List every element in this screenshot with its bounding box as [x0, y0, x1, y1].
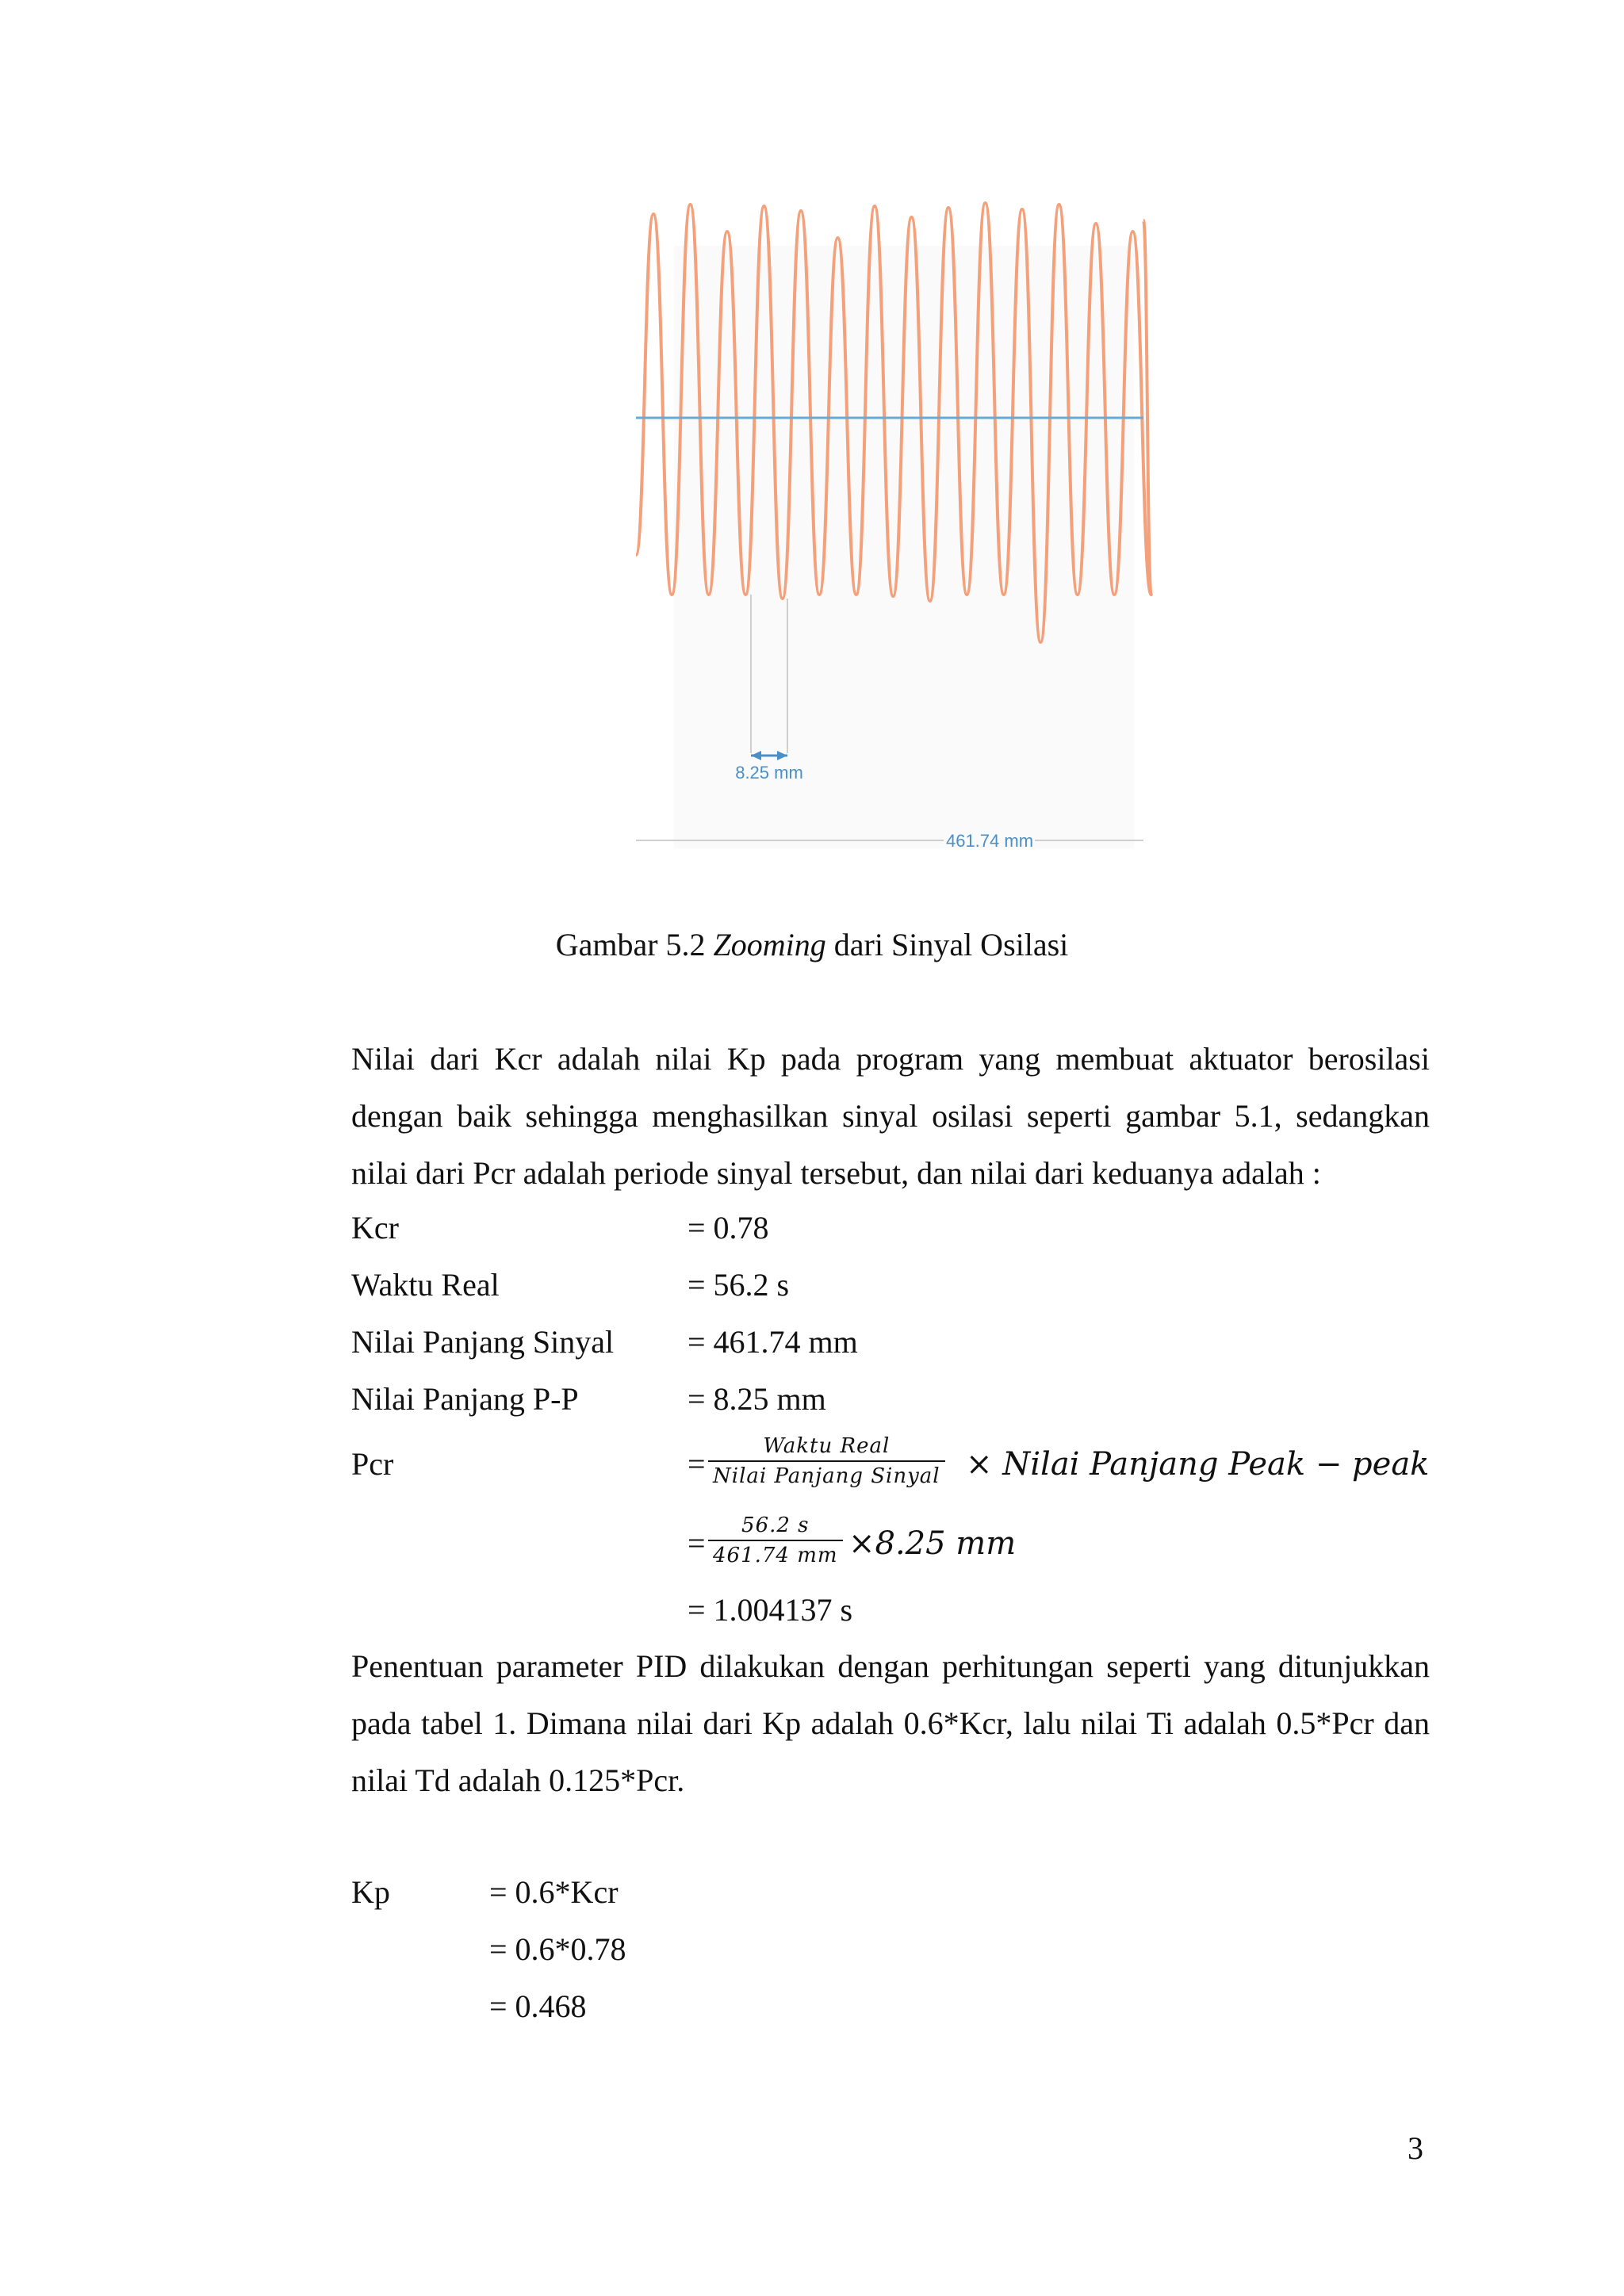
figure-caption	[0, 926, 1624, 963]
value-label-panjang-sinyal: Nilai Panjang Sinyal	[351, 1324, 615, 1360]
value-label-panjang-pp: Nilai Panjang P-P	[351, 1381, 579, 1417]
pcr-fraction-2	[708, 1511, 843, 1570]
oscillation-plot	[626, 182, 1166, 864]
pcr-fraction-2-tail: ×8.25 mm	[848, 1525, 1017, 1562]
kp-line-2: = 0.6*0.78	[489, 1931, 626, 1967]
pcr-fraction-1-tail: × Nilai Panjang Peak − peak	[966, 1446, 1430, 1483]
pcr-label: Pcr	[351, 1446, 394, 1482]
dimension-label-small: 8.25 mm	[735, 763, 803, 783]
value-panjang-pp: = 8.25 mm	[688, 1381, 826, 1417]
kp-line-3: = 0.468	[489, 1988, 587, 2024]
value-waktu-real: = 56.2 s	[688, 1267, 790, 1303]
pcr-fraction-2-denominator: 461.74 mm	[713, 1544, 838, 1567]
caption-suffix: dari Sinyal Osilasi	[825, 927, 1069, 962]
pcr-fraction-1-denominator: Nilai Panjang Sinyal	[713, 1464, 940, 1488]
value-panjang-sinyal: = 461.74 mm	[688, 1324, 858, 1360]
value-label-kcr: Kcr	[351, 1210, 399, 1246]
dimension-label-total: 461.74 mm	[945, 831, 1034, 851]
caption-italic: Zooming	[713, 927, 826, 962]
value-kcr: = 0.78	[688, 1210, 769, 1246]
pcr-eq-sign-2: =	[688, 1525, 706, 1561]
paragraph-kcr-pcr: Nilai dari Kcr adalah nilai Kp pada program yang membuat aktuator berosilasi dengan baik sehingga menghasilkan sinyal osilasi seperti gambar 5.1, sedangkan nilai dari Pcr adalah periode sinyal tersebut, dan nilai dari keduanya adalah :	[351, 1041, 1430, 1191]
pcr-fraction-1	[708, 1432, 945, 1490]
page-number: 3	[1408, 2130, 1423, 2166]
pcr-result: = 1.004137 s	[688, 1592, 853, 1628]
value-label-waktu-real: Waktu Real	[351, 1267, 500, 1303]
caption-prefix: Gambar 5.2	[555, 927, 714, 962]
oscillation-figure	[626, 182, 1166, 864]
pcr-fraction-1-numerator: Waktu Real	[763, 1434, 891, 1458]
pcr-fraction-2-numerator: 56.2 s	[741, 1513, 810, 1537]
paragraph-pid-parameters: Penentuan parameter PID dilakukan dengan perhitungan seperti yang ditunjukkan pada tabel 1. Dimana nilai dari Kp adalah 0.6*Kcr, lalu nilai Ti adalah 0.5*Pcr dan nilai Td adalah 0.125*Pcr.	[351, 1648, 1430, 1798]
kp-label: Kp	[351, 1874, 390, 1910]
pcr-eq-sign-1: =	[688, 1446, 706, 1482]
kp-line-1: = 0.6*Kcr	[489, 1874, 619, 1910]
